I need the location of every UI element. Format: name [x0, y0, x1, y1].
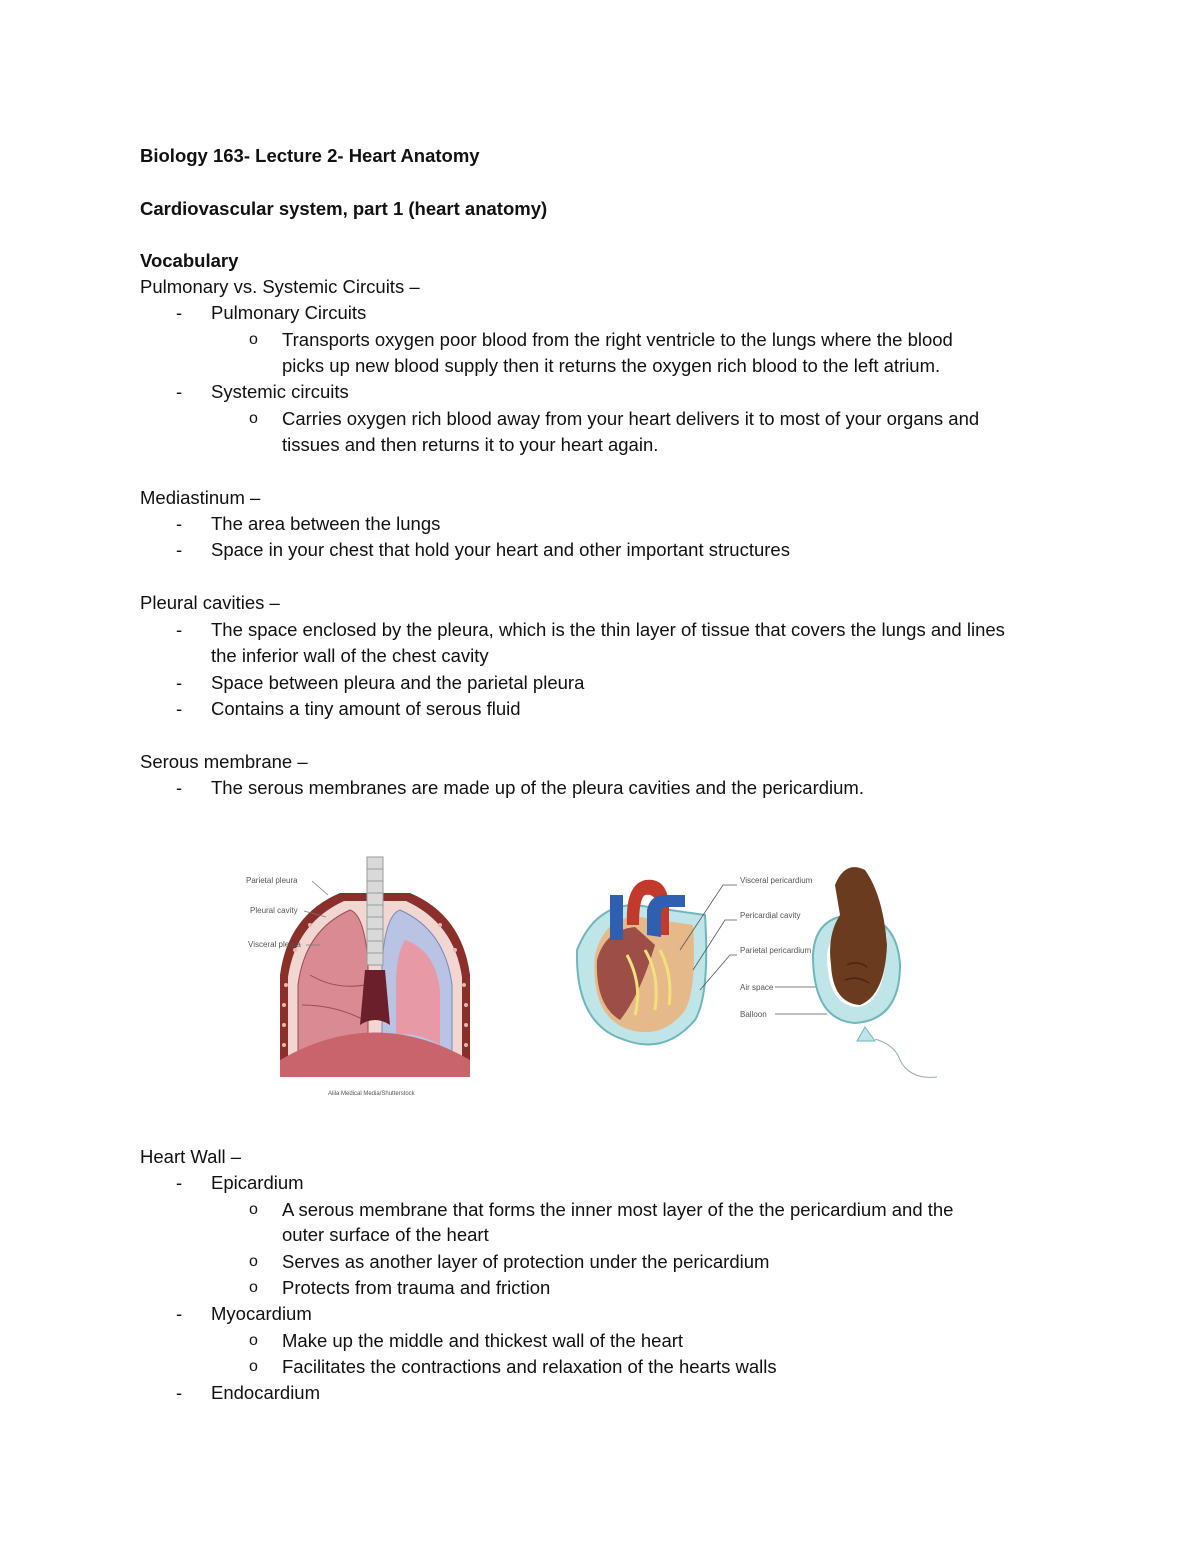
bullet-marker: o: [249, 1358, 258, 1375]
term-circuits: Pulmonary vs. Systemic Circuits –: [140, 276, 420, 297]
trachea-shape: [367, 857, 383, 965]
pulmonary-desc-line-1: Transports oxygen poor blood from the right ventricle to the lungs where the blood: [282, 329, 953, 350]
dash-marker: -: [176, 513, 183, 534]
label-parietal-pericardium: Parietal pericardium: [740, 946, 812, 955]
systemic-circuits-label: Systemic circuits: [211, 381, 349, 402]
dash-marker: -: [176, 302, 183, 323]
myocardium-bullet-2: Facilitates the contractions and relaxation of the hearts walls: [282, 1356, 777, 1377]
dash-marker: -: [176, 381, 183, 402]
pleural-item-2: Space between pleura and the parietal pleura: [211, 672, 585, 693]
systemic-desc-line-1: Carries oxygen rich blood away from your heart delivers it to most of your organs and: [282, 408, 980, 429]
dash-marker: -: [176, 1382, 183, 1403]
bullet-marker: o: [249, 1253, 258, 1270]
bullet-marker: o: [249, 331, 258, 348]
epicardium-bullet-3: Protects from trauma and friction: [282, 1277, 551, 1298]
dash-marker: -: [176, 672, 183, 693]
bullet-marker: o: [249, 1332, 258, 1349]
mediastinum-item-2: Space in your chest that hold your heart and other important structures: [211, 539, 790, 560]
label-air-space: Air space: [740, 983, 774, 992]
endocardium-label: Endocardium: [211, 1382, 321, 1403]
fist-shape: [830, 867, 887, 1005]
bullet-marker: o: [249, 410, 258, 427]
dash-marker: -: [176, 619, 183, 640]
term-serous-membrane: Serous membrane –: [140, 751, 308, 772]
document-subtitle: Cardiovascular system, part 1 (heart anatomy): [140, 198, 548, 219]
document-title: Biology 163- Lecture 2- Heart Anatomy: [140, 145, 480, 166]
pleural-item-3: Contains a tiny amount of serous fluid: [211, 698, 521, 719]
label-pleural-cavity: Pleural cavity: [250, 906, 298, 915]
label-balloon: Balloon: [740, 1010, 767, 1019]
term-pleural-cavities: Pleural cavities –: [140, 592, 280, 613]
pleural-item-1a: The space enclosed by the pleura, which is the thin layer of tissue that covers the lungs and lines: [211, 619, 1005, 640]
term-heart-wall: Heart Wall –: [140, 1146, 242, 1167]
bullet-marker: o: [249, 1201, 258, 1218]
image-credit: Alila Medical Media/Shutterstock: [328, 1091, 415, 1097]
dash-marker: -: [176, 698, 183, 719]
label-visceral-pericardium: Visceral pericardium: [740, 876, 813, 885]
lungs-pleura-figure: [240, 855, 510, 1100]
epicardium-bullet-1a: A serous membrane that forms the inner most layer of the the pericardium and the: [282, 1199, 954, 1220]
vocabulary-heading: Vocabulary: [140, 250, 239, 271]
epicardium-bullet-1b: outer surface of the heart: [282, 1224, 489, 1245]
dash-marker: -: [176, 539, 183, 560]
systemic-desc-line-2: tissues and then returns it to your heart again.: [282, 434, 659, 455]
label-visceral-pleura: Visceral pleura: [248, 940, 301, 949]
pulmonary-desc-line-2: picks up new blood supply then it returns the oxygen rich blood to the left atrium.: [282, 355, 941, 376]
epicardium-label: Epicardium: [211, 1172, 304, 1193]
label-pericardial-cavity: Pericardial cavity: [740, 911, 801, 920]
pulmonary-circuits-label: Pulmonary Circuits: [211, 302, 367, 323]
dash-marker: -: [176, 1172, 183, 1193]
bullet-marker: o: [249, 1279, 258, 1296]
serous-item-1: The serous membranes are made up of the pleura cavities and the pericardium.: [211, 777, 864, 798]
epicardium-bullet-2: Serves as another layer of protection under the pericardium: [282, 1251, 770, 1272]
mediastinum-item-1: The area between the lungs: [211, 513, 441, 534]
dash-marker: -: [176, 1303, 183, 1324]
dash-marker: -: [176, 777, 183, 798]
term-mediastinum: Mediastinum –: [140, 487, 261, 508]
pleural-item-1b: the inferior wall of the chest cavity: [211, 645, 489, 666]
label-parietal-pleura: Parietal pleura: [246, 876, 298, 885]
vena-cava-shape: [610, 895, 623, 940]
myocardium-label: Myocardium: [211, 1303, 312, 1324]
pericardium-figure: [565, 855, 985, 1090]
myocardium-bullet-1: Make up the middle and thickest wall of the heart: [282, 1330, 684, 1351]
mediastinum-shape: [360, 970, 390, 1025]
